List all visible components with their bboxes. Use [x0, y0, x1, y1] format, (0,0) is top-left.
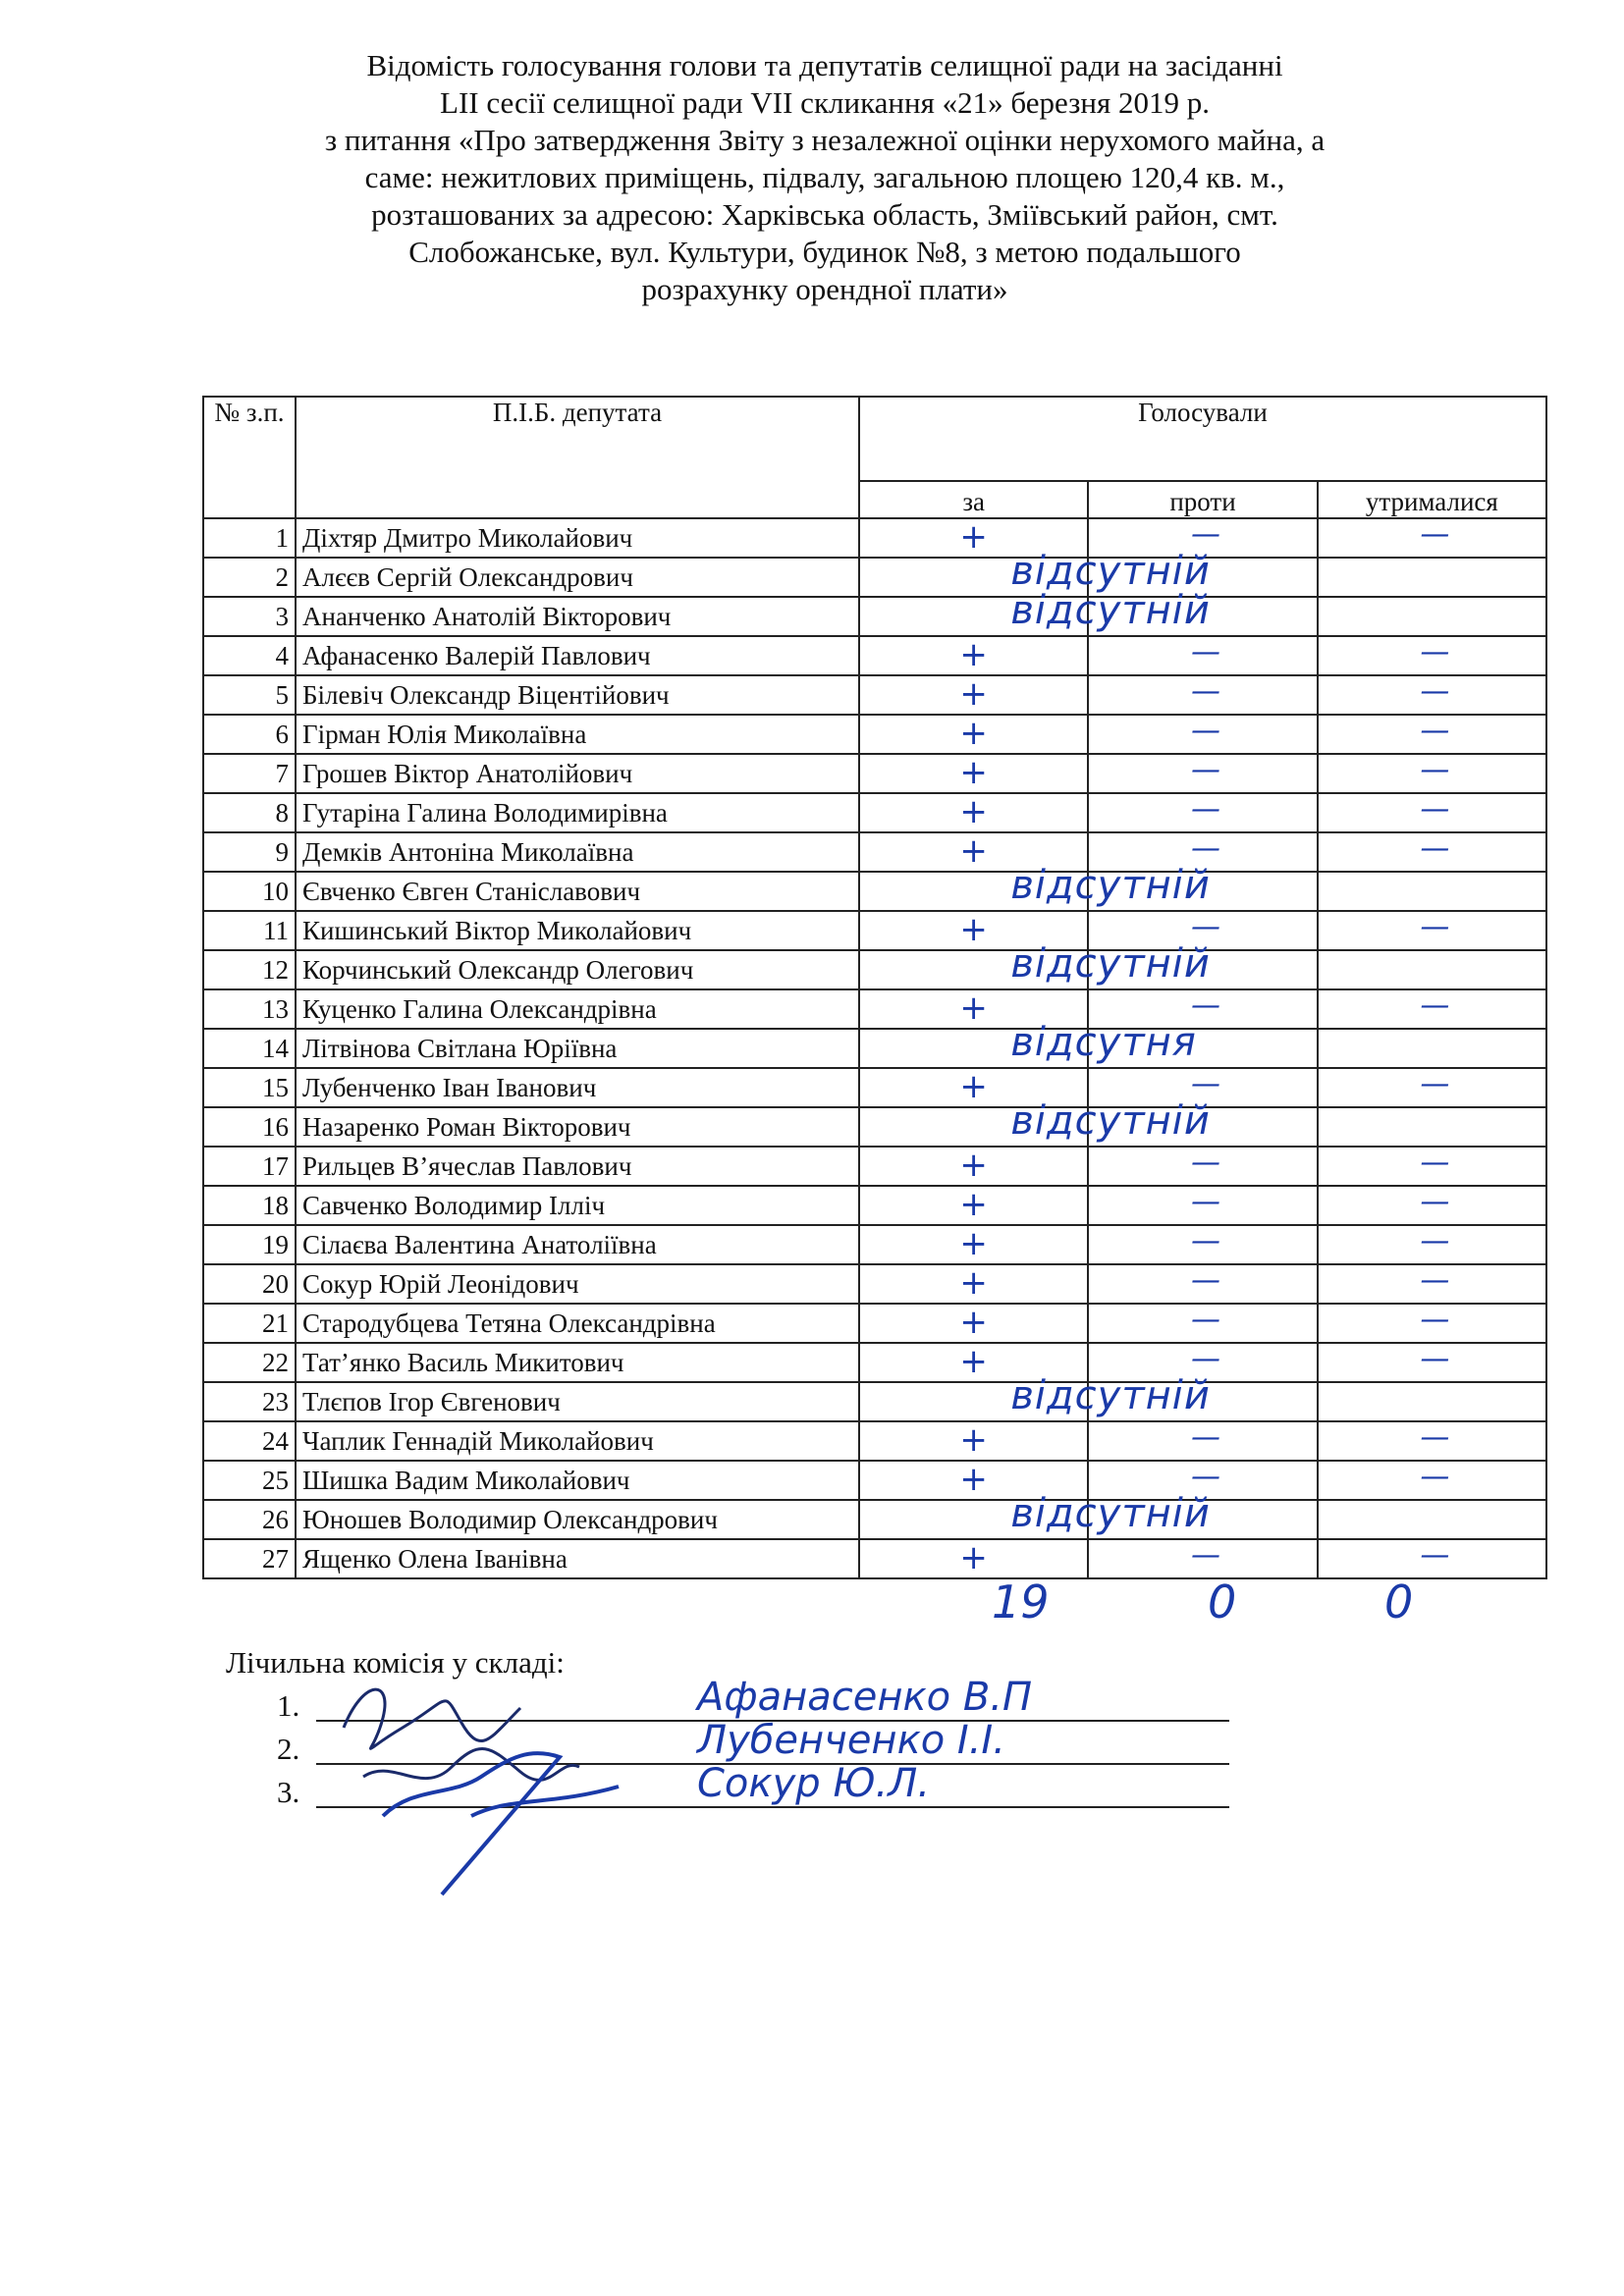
handwritten-dash-mark: — [1190, 1146, 1215, 1180]
row-number: 27 [203, 1539, 296, 1578]
header-line: Відомість голосування голови та депутатів селищної ради на засіданні [366, 48, 1283, 82]
row-number: 3 [203, 597, 296, 636]
vote-against-cell [1010, 1491, 1317, 1539]
handwritten-dash-mark: — [1190, 1538, 1215, 1573]
handwritten-dash-mark: — [1190, 517, 1215, 552]
table-row [203, 950, 1546, 989]
table-row [203, 1029, 1546, 1068]
deputy-name: Савченко Володимир Ілліч [296, 1186, 859, 1225]
vote-against-cell [1088, 1539, 1317, 1578]
vote-abstain-cell [1318, 1147, 1546, 1186]
vote-abstain-cell [1318, 675, 1546, 715]
vote-for-cell [859, 636, 1088, 675]
voting-table [202, 396, 1547, 1579]
deputy-name: Євченко Євген Станіславович [296, 872, 859, 911]
col-votes-header: Голосували [859, 397, 1546, 481]
table-row [203, 754, 1546, 793]
handwritten-dash-mark: — [1420, 1185, 1444, 1219]
table-row [203, 518, 1546, 558]
document-header [147, 47, 1502, 308]
table-row [203, 1461, 1546, 1500]
row-number: 8 [203, 793, 296, 832]
deputy-name: Куценко Галина Олександрівна [296, 989, 859, 1029]
vote-abstain-cell [1318, 1186, 1546, 1225]
table-row [203, 1068, 1546, 1107]
vote-abstain-cell [1318, 1539, 1546, 1578]
handwritten-dash-mark: — [1420, 1146, 1444, 1180]
handwritten-dash-mark: — [1420, 910, 1444, 944]
table-row [203, 1264, 1546, 1304]
vote-against-cell [1088, 636, 1317, 675]
handwritten-dash-mark: — [1420, 1538, 1444, 1573]
handwritten-plus-mark: + [959, 1342, 988, 1381]
vote-against-cell [1088, 793, 1317, 832]
row-number: 4 [203, 636, 296, 675]
handwritten-plus-mark: + [959, 910, 988, 949]
table-row [203, 675, 1546, 715]
deputy-name: Сілаєва Валентина Анатоліївна [296, 1225, 859, 1264]
header-line: саме: нежитлових приміщень, підвалу, загальною площею 120,4 кв. м., [364, 160, 1285, 194]
row-number: 18 [203, 1186, 296, 1225]
vote-abstain-cell [1318, 1461, 1546, 1500]
handwritten-dash-mark: — [1420, 831, 1444, 866]
vote-abstain-cell [1318, 1304, 1546, 1343]
handwritten-absent-note: відсутній [1010, 588, 1211, 633]
handwritten-dash-mark: — [1420, 1342, 1444, 1376]
header-line: з питання «Про затвердження Звіту з незалежної оцінки нерухомого майна, а [324, 123, 1326, 157]
deputy-name: Тлєпов Ігор Євгенович [296, 1382, 859, 1421]
col-against-header: проти [1088, 481, 1317, 518]
table-row [203, 1539, 1546, 1578]
handwritten-dash-mark: — [1420, 674, 1444, 709]
row-number: 24 [203, 1421, 296, 1461]
vote-for-cell [859, 1304, 1088, 1343]
deputy-name: Юношев Володимир Олександрович [296, 1500, 859, 1539]
row-number: 17 [203, 1147, 296, 1186]
vote-abstain-cell [1318, 1068, 1546, 1107]
col-abstain-header: утрималися [1318, 481, 1546, 518]
vote-for-cell [859, 715, 1088, 754]
row-number: 1 [203, 518, 296, 558]
deputy-name: Чаплик Геннадій Миколайович [296, 1421, 859, 1461]
handwritten-dash-mark: — [1190, 1185, 1215, 1219]
row-number: 10 [203, 872, 296, 911]
handwritten-dash-mark: — [1190, 1303, 1215, 1337]
vote-abstain-cell [1318, 1382, 1546, 1421]
vote-abstain-cell [1318, 950, 1546, 989]
handwritten-dash-mark: — [1190, 1067, 1215, 1101]
deputy-name: Літвінова Світлана Юріївна [296, 1029, 859, 1068]
handwritten-dash-mark: — [1420, 1460, 1444, 1494]
vote-abstain-cell [1318, 1029, 1546, 1068]
handwritten-dash-mark: — [1420, 517, 1444, 552]
commission-title: Лічильна комісія у складі: [226, 1645, 565, 1680]
handwritten-plus-mark: + [959, 753, 988, 792]
handwritten-dash-mark: — [1190, 714, 1215, 748]
vote-abstain-cell [1318, 1343, 1546, 1382]
vote-against-cell [1088, 1186, 1317, 1225]
handwritten-dash-mark: — [1190, 1342, 1215, 1376]
vote-abstain-cell [1318, 911, 1546, 950]
table-row [203, 1107, 1546, 1147]
deputy-name: Назаренко Роман Вікторович [296, 1107, 859, 1147]
row-number: 14 [203, 1029, 296, 1068]
row-number: 23 [203, 1382, 296, 1421]
vote-against-cell [1088, 1225, 1317, 1264]
vote-abstain-cell [1318, 1500, 1546, 1539]
handwritten-plus-mark: + [959, 831, 988, 871]
member-number: 3. [277, 1775, 300, 1809]
deputy-name: Сокур Юрій Леонідович [296, 1264, 859, 1304]
handwritten-absent-note: відсутній [1010, 1098, 1211, 1144]
col-number-header: № з.п. [203, 397, 296, 518]
handwritten-plus-mark: + [959, 1420, 988, 1460]
member-name: Сокур Ю.Л. [697, 1761, 931, 1806]
row-number: 22 [203, 1343, 296, 1382]
table-row [203, 1186, 1546, 1225]
table-row [203, 793, 1546, 832]
vote-abstain-cell [1318, 558, 1546, 597]
member-name: Лубенченко І.І. [697, 1718, 1005, 1763]
handwritten-absent-note: відсутній [1010, 863, 1211, 908]
handwritten-absent-note: відсутній [1010, 1491, 1211, 1536]
vote-for-cell [859, 1421, 1088, 1461]
vote-against-cell [1088, 715, 1317, 754]
vote-for-cell [859, 793, 1088, 832]
handwritten-dash-mark: — [1420, 1420, 1444, 1455]
row-number: 13 [203, 989, 296, 1029]
row-number: 25 [203, 1461, 296, 1500]
handwritten-plus-mark: + [959, 517, 988, 557]
total-abstain: 0 [1384, 1575, 1414, 1629]
vote-against-cell [1010, 941, 1317, 989]
table-row [203, 636, 1546, 675]
handwritten-dash-mark: — [1190, 910, 1215, 944]
vote-for-cell [859, 754, 1088, 793]
handwritten-plus-mark: + [959, 635, 988, 674]
table-row [203, 911, 1546, 950]
col-for-header: за [859, 481, 1088, 518]
row-number: 12 [203, 950, 296, 989]
table-row [203, 715, 1546, 754]
row-number: 26 [203, 1500, 296, 1539]
vote-abstain-cell [1318, 989, 1546, 1029]
handwritten-dash-mark: — [1190, 831, 1215, 866]
deputy-name: Лубенченко Іван Іванович [296, 1068, 859, 1107]
deputy-name: Алєєв Сергій Олександрович [296, 558, 859, 597]
vote-abstain-cell [1318, 793, 1546, 832]
row-number: 7 [203, 754, 296, 793]
header-line: LII сесії селищної ради VII скликання «21» березня 2019 р. [440, 85, 1210, 120]
vote-against-cell [1088, 1264, 1317, 1304]
vote-abstain-cell [1318, 832, 1546, 872]
table-row [203, 1147, 1546, 1186]
deputy-name: Рильцев В’ячеслав Павлович [296, 1147, 859, 1186]
vote-abstain-cell [1318, 715, 1546, 754]
handwritten-dash-mark: — [1420, 714, 1444, 748]
vote-abstain-cell [1318, 754, 1546, 793]
deputy-name: Гутаріна Галина Володимирівна [296, 793, 859, 832]
deputy-name: Демків Антоніна Миколаївна [296, 832, 859, 872]
handwritten-dash-mark: — [1190, 1224, 1215, 1258]
handwritten-plus-mark: + [959, 1263, 988, 1303]
member-number: 1. [277, 1688, 300, 1723]
handwritten-plus-mark: + [959, 792, 988, 831]
handwritten-dash-mark: — [1420, 988, 1444, 1023]
row-number: 11 [203, 911, 296, 950]
handwritten-plus-mark: + [959, 714, 988, 753]
handwritten-absent-note: відсутня [1010, 1020, 1197, 1065]
vote-against-cell [1088, 675, 1317, 715]
vote-for-cell [859, 1539, 1088, 1578]
deputy-name: Діхтяр Дмитро Миколайович [296, 518, 859, 558]
deputy-name: Корчинський Олександр Олегович [296, 950, 859, 989]
vote-abstain-cell [1318, 636, 1546, 675]
deputy-name: Ананченко Анатолій Вікторович [296, 597, 859, 636]
vote-for-cell [859, 675, 1088, 715]
deputy-name: Стародубцева Тетяна Олександрівна [296, 1304, 859, 1343]
vote-abstain-cell [1318, 1225, 1546, 1264]
handwritten-absent-note: відсутній [1010, 1373, 1211, 1418]
deputy-name: Гірман Юлія Миколаївна [296, 715, 859, 754]
table-row [203, 1421, 1546, 1461]
handwritten-absent-note: відсутній [1010, 549, 1211, 594]
vote-against-cell [1010, 863, 1317, 911]
header-line: Слобожанське, вул. Культури, будинок №8, з метою подальшого [408, 235, 1241, 269]
vote-for-cell [859, 1225, 1088, 1264]
vote-against-cell [1088, 1304, 1317, 1343]
deputy-name: Грошев Віктор Анатолійович [296, 754, 859, 793]
vote-against-cell [1088, 1147, 1317, 1186]
handwritten-dash-mark: — [1420, 635, 1444, 669]
row-number: 21 [203, 1304, 296, 1343]
handwritten-plus-mark: + [959, 1460, 988, 1499]
row-number: 19 [203, 1225, 296, 1264]
vote-for-cell [859, 1186, 1088, 1225]
deputy-name: Афанасенко Валерій Павлович [296, 636, 859, 675]
signature-1 [344, 1689, 520, 1748]
handwritten-dash-mark: — [1190, 792, 1215, 827]
table-row [203, 1304, 1546, 1343]
handwritten-dash-mark: — [1190, 988, 1215, 1023]
handwritten-dash-mark: — [1420, 1303, 1444, 1337]
vote-for-cell [859, 1264, 1088, 1304]
vote-against-cell [1010, 588, 1317, 636]
row-number: 2 [203, 558, 296, 597]
deputy-name: Білевіч Олександр Віцентійович [296, 675, 859, 715]
deputy-name: Тат’янко Василь Микитович [296, 1343, 859, 1382]
header-line: розташованих за адресою: Харківська область, Зміївський район, смт. [371, 197, 1278, 232]
handwritten-dash-mark: — [1420, 1067, 1444, 1101]
table-row [203, 832, 1546, 872]
table-row [203, 1225, 1546, 1264]
row-number: 16 [203, 1107, 296, 1147]
vote-against-cell [1010, 1098, 1317, 1147]
handwritten-dash-mark: — [1420, 792, 1444, 827]
row-number: 20 [203, 1264, 296, 1304]
handwritten-plus-mark: + [959, 1067, 988, 1106]
handwritten-absent-note: відсутній [1010, 941, 1211, 987]
deputy-name: Шишка Вадим Миколайович [296, 1461, 859, 1500]
handwritten-dash-mark: — [1190, 1420, 1215, 1455]
vote-against-cell [1010, 1020, 1317, 1068]
vote-against-cell [1010, 1373, 1317, 1421]
row-number: 9 [203, 832, 296, 872]
vote-abstain-cell [1318, 518, 1546, 558]
member-name: Афанасенко В.П [697, 1675, 1033, 1720]
handwritten-plus-mark: + [959, 1538, 988, 1577]
row-number: 5 [203, 675, 296, 715]
table-row [203, 1500, 1546, 1539]
table-row [203, 989, 1546, 1029]
vote-abstain-cell [1318, 597, 1546, 636]
handwritten-plus-mark: + [959, 988, 988, 1028]
handwritten-plus-mark: + [959, 1146, 988, 1185]
total-against: 0 [1208, 1575, 1237, 1629]
vote-abstain-cell [1318, 1107, 1546, 1147]
table-row [203, 558, 1546, 597]
deputy-name: Ященко Олена Іванівна [296, 1539, 859, 1578]
table-row [203, 1382, 1546, 1421]
handwritten-plus-mark: + [959, 1303, 988, 1342]
deputy-name: Кишинський Віктор Миколайович [296, 911, 859, 950]
vote-against-cell [1088, 754, 1317, 793]
member-number: 2. [277, 1732, 300, 1766]
handwritten-dash-mark: — [1190, 635, 1215, 669]
handwritten-signatures [324, 1669, 648, 1895]
handwritten-plus-mark: + [959, 1224, 988, 1263]
handwritten-dash-mark: — [1420, 1224, 1444, 1258]
handwritten-dash-mark: — [1420, 1263, 1444, 1298]
handwritten-dash-mark: — [1420, 753, 1444, 787]
total-for: 19 [992, 1575, 1050, 1629]
row-number: 6 [203, 715, 296, 754]
vote-abstain-cell [1318, 872, 1546, 911]
signature-3 [383, 1753, 619, 1895]
handwritten-dash-mark: — [1190, 1263, 1215, 1298]
table-row [203, 597, 1546, 636]
table-row [203, 1343, 1546, 1382]
vote-abstain-cell [1318, 1264, 1546, 1304]
table-row [203, 872, 1546, 911]
col-name-header: П.І.Б. депутата [296, 397, 859, 518]
vote-against-cell [1088, 1421, 1317, 1461]
handwritten-dash-mark: — [1190, 674, 1215, 709]
handwritten-plus-mark: + [959, 1185, 988, 1224]
row-number: 15 [203, 1068, 296, 1107]
handwritten-dash-mark: — [1190, 753, 1215, 787]
handwritten-plus-mark: + [959, 674, 988, 714]
header-line: розрахунку орендної плати» [641, 272, 1008, 306]
vote-for-cell [859, 1147, 1088, 1186]
handwritten-dash-mark: — [1190, 1460, 1215, 1494]
vote-abstain-cell [1318, 1421, 1546, 1461]
